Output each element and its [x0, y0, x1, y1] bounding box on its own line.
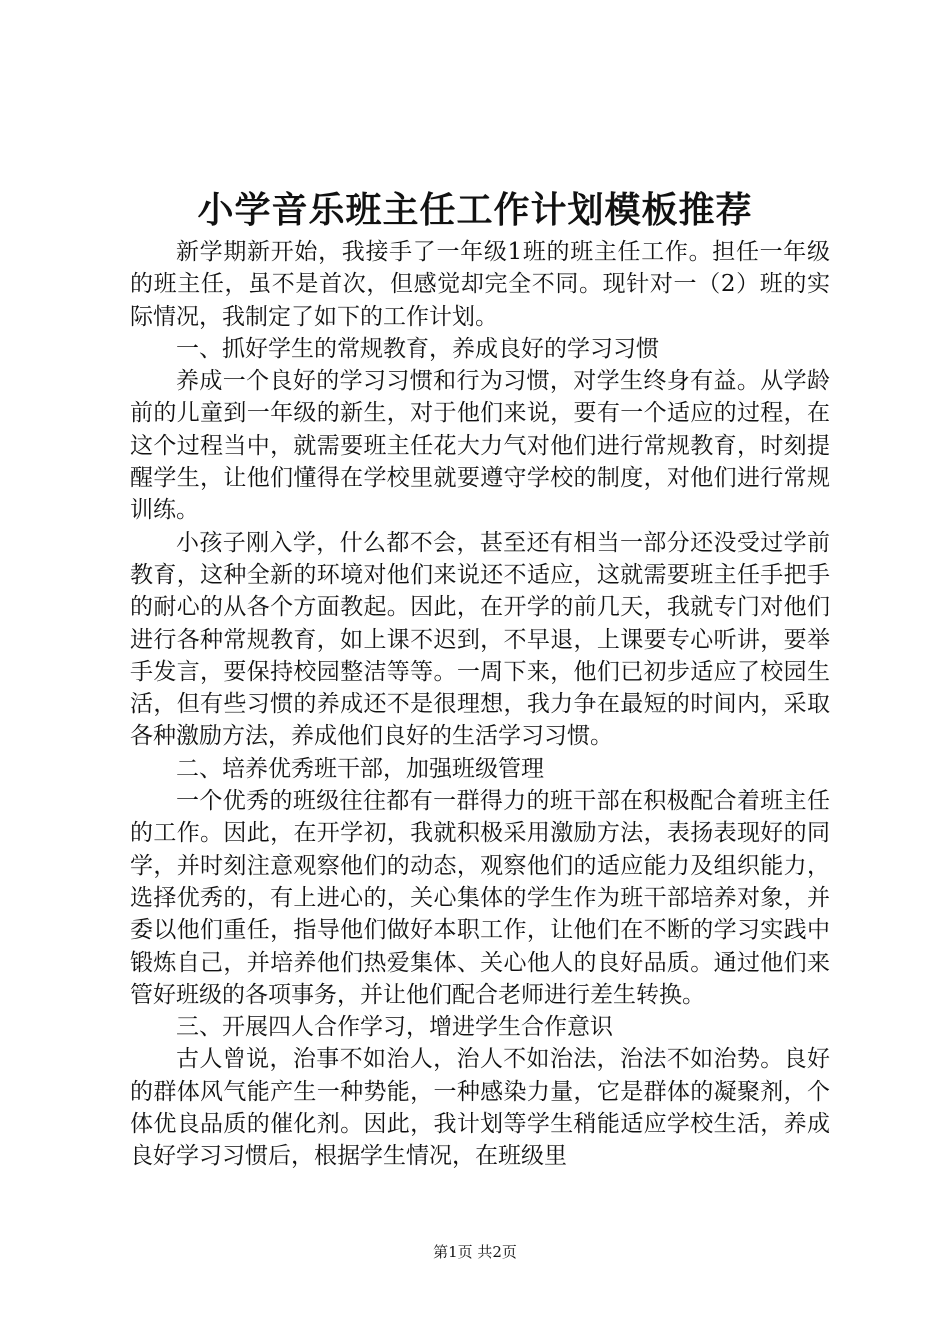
section-heading-1: 一、抓好学生的常规教育，养成良好的学习习惯	[176, 335, 659, 362]
paragraph-newcomers: 小孩子刚入学，什么都不会，甚至还有相当一部分还没受过学前教育，这种全新的环境对他们来说还不适应，这就需要班主任手把手的耐心的从各个方面教起。因此，在开学的前几天，我就专门对他们进行各种常规教育，如上课不迟到，不早退，上课要专心听讲，要举手发言，要保持校园整洁等等。一周下来，他们已初步适应了校园生活，但有些习惯的养成还不是很理想，我力争在最短的时间内，采取各种激励方法，养成他们良好的生活学习习惯。	[130, 529, 830, 750]
section-heading-3: 三、开展四人合作学习，增进学生合作意识	[176, 1014, 613, 1041]
paragraph-habits: 养成一个良好的学习习惯和行为习惯，对学生终身有益。从学龄前的儿童到一年级的新生，对于他们来说，要有一个适应的过程，在这个过程当中，就需要班主任花大力气对他们进行常规教育，时刻提醒学生，让他们懂得在学校里就要遵守学校的制度，对他们进行常规训练。	[130, 368, 830, 524]
document-body	[130, 236, 830, 1173]
document-title: 小学音乐班主任工作计划模板推荐	[197, 189, 753, 231]
paragraph-class-cadres: 一个优秀的班级往往都有一群得力的班干部在积极配合着班主任的工作。因此，在开学初，我就积极采用激励方法，表扬表现好的同学，并时刻注意观察他们的动态，观察他们的适应能力及组织能力，选择优秀的，有上进心的，关心集体的学生作为班干部培养对象，并委以他们重任，指导他们做好本职工作，让他们在不断的学习实践中锻炼自己，并培养他们热爱集体、关心他人的良好品质。通过他们来管好班级的各项事务，并让他们配合老师进行差生转换。	[130, 788, 830, 1008]
section-heading-2: 二、培养优秀班干部，加强班级管理	[176, 755, 544, 782]
page-footer: 第1页 共2页	[433, 1243, 517, 1261]
paragraph-intro: 新学期新开始，我接手了一年级1班的班主任工作。担任一年级的班主任，虽不是首次，但感觉却完全不同。现针对一（2）班的实际情况，我制定了如下的工作计划。	[130, 239, 830, 330]
paragraph-cooperation: 古人曾说，治事不如治人，治人不如治法，治法不如治势。良好的群体风气能产生一种势能，一种感染力量，它是群体的凝聚剂，个体优良品质的催化剂。因此，我计划等学生稍能适应学校生活，养成良好学习习惯后，根据学生情况，在班级里	[130, 1046, 830, 1170]
